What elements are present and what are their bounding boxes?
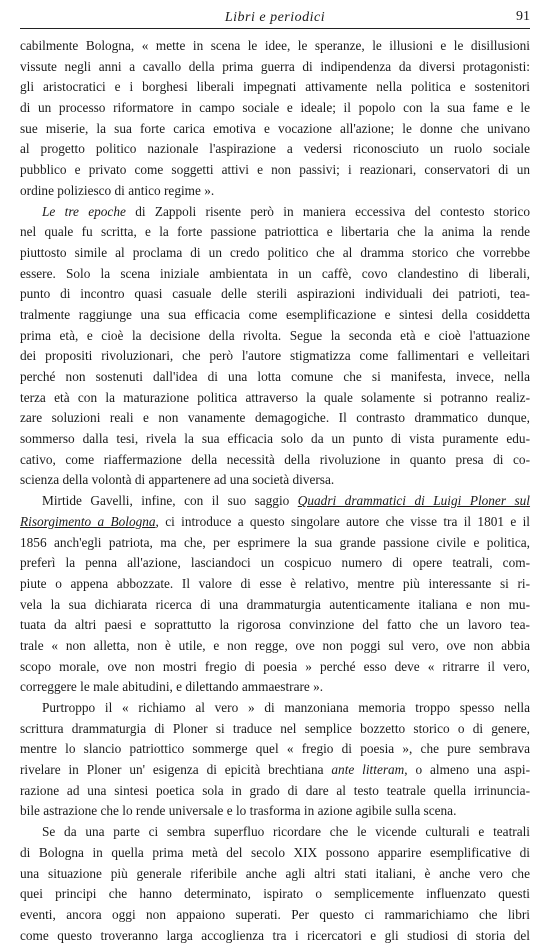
text-line: ordine poliziesco di antico regime ». bbox=[20, 182, 215, 198]
text-line: quei principi che hanno determinato, ispirato o semplicemente influenzato questi bbox=[20, 886, 530, 902]
page-header bbox=[20, 8, 530, 29]
text-line: una situazione più generale riferibile anche agli altri stati italiani, è anche vero che bbox=[20, 865, 530, 881]
text-line: piuttosto simile al proclama di un credo politico che al dramma storico che vorrebbe bbox=[20, 244, 530, 260]
text-line: sommerso dalla tesi, rivela la sua efficacia solo da un punto di vista puramente edu- bbox=[20, 431, 530, 447]
text-line: scopo morale, ove non mostri fregio di poesia » perché esso deve « ritrarre il vero, bbox=[20, 658, 530, 674]
text-line: correggere le male abitudini, e dilettando ammaestrare ». bbox=[20, 679, 324, 695]
text-line: cabilmente Bologna, « mette in scena le idee, le speranze, le illusioni e le disillusioni bbox=[20, 38, 530, 53]
text-line: di un processo riformatore in campo sociale e ideale; il popolo con la sua fame e le bbox=[20, 100, 530, 116]
text-line: gli aristocratici e i borghesi liberali impegnati attivamente nella politica e sostenitori bbox=[20, 79, 530, 95]
paragraph-4 bbox=[20, 698, 530, 822]
work-title: Le tre epoche bbox=[42, 203, 126, 219]
text-line: pubblico e privato come soggetti attivi e non passivi; i reazionari, conservatori di un bbox=[20, 162, 530, 178]
paragraph-5 bbox=[20, 822, 530, 946]
paragraph-2 bbox=[20, 202, 530, 492]
text-line: essere. Solo la scena iniziale ambientata in un caffè, covo clandestino di liberali, bbox=[20, 265, 530, 281]
page-number: 91 bbox=[516, 9, 530, 24]
running-head: Libri e periodici bbox=[224, 10, 326, 25]
work-title: Quadri drammatici di Luigi Ploner sul bbox=[297, 493, 531, 509]
text-line: scrittura drammaturgia di Ploner si traduce nel semplice bozzetto storico o di genere, bbox=[20, 720, 530, 736]
text-line: Mirtide Gavelli, infine, con il suo saggio Quadri drammatici di Luigi Ploner sul bbox=[42, 493, 531, 509]
text-line: di Bologna in quella prima metà del secolo XIX possono apparire esemplificative di bbox=[20, 844, 530, 860]
text-line: nel quale fu scritta, e la forte passione patriottica e libertaria che la anima la rende bbox=[20, 224, 530, 240]
text-line: Se da una parte ci sembra superfluo ricordare che le vicende culturali e teatrali bbox=[42, 824, 530, 840]
text-line: Purtroppo il « richiamo al vero » di manzoniana memoria troppo spesso nella bbox=[42, 700, 530, 715]
text-line: tuata da altri paesi e soprattutto la rigorosa convinzione del fatto che un lavoro tea- bbox=[20, 617, 530, 633]
paragraph-3 bbox=[20, 491, 530, 698]
text-line: zare soluzioni reali e non vanamente demagogiche. Il contrasto drammatico dunque, bbox=[20, 410, 530, 426]
text-line: Risorgimento a Bologna, ci introduce a questo singolare autore che visse tra il 1801 e il bbox=[20, 513, 530, 529]
text-line: scienza della volontà di appartenere ad una società diversa. bbox=[20, 472, 335, 488]
text-line: Le tre epoche di Zappoli risente però in maniera eccessiva del contesto storico bbox=[42, 203, 530, 219]
text-line: eventi, ancora oggi non appaiono superati. Per questo ci rammarichiamo che libri bbox=[20, 906, 530, 922]
text-line: vela la sua dichiarata ricerca di una drammaturgia autenticamente italiana e non mu- bbox=[20, 596, 530, 612]
text-line: piute o appena abbozzate. Il valore di esse è relativo, mentre più interessante si ri- bbox=[20, 575, 530, 591]
text-line: dei propositi rivoluzionari, che però l'autore stigmatizza come fallimentari e velleitari bbox=[20, 348, 530, 364]
text-line: tralmente raggiunge una sua efficacia come esemplificazione e sintesi della cosiddetta bbox=[20, 306, 530, 322]
text-line: sue miserie, la sua forte carica emotiva e vocazione all'azione; le donne che univano bbox=[20, 120, 530, 136]
text-line: preferì la penna all'azione, lasciandoci un cospicuo numero di opere teatrali, com- bbox=[20, 555, 530, 571]
paragraph-1 bbox=[20, 36, 530, 202]
text-line: bile astrazione che lo rende universale e lo trasforma in azione agibile sulla scena. bbox=[20, 803, 457, 819]
work-title: Risorgimento a Bologna bbox=[20, 513, 156, 529]
latin-phrase: ante litteram bbox=[331, 762, 405, 778]
text-line: vissute negli anni a cavallo della prima guerra di indipendenza da diversi protagonisti: bbox=[20, 58, 530, 74]
text-line: come questo troveranno larga accoglienza tra i ricercatori e gli studiosi di storia del bbox=[20, 927, 530, 943]
text-line: trale « non alletta, non è utile, e non regge, ove non poggi sul vero, ove non abbia bbox=[20, 637, 530, 653]
text-line: rivelare in Ploner un' esigenza di epicità brechtiana ante litteram, o almeno una aspi- bbox=[20, 762, 530, 778]
text-line: terza età con la maturazione politica attraverso la quale solamente si potranno realiz- bbox=[20, 389, 530, 405]
text-line: cativo, come riaffermazione della necessità della rivoluzione in quanto presa di co- bbox=[20, 451, 530, 467]
text-line: razione ad una sintesi poetica sola in grado di dare al testo teatrale quella irrinuncia- bbox=[20, 782, 530, 798]
text-line: 1856 anch'egli patriota, ma che, per esprimere la sua grande passione civile e politica, bbox=[20, 534, 530, 550]
text-line: prima età, e cioè la decisione della rivolta. Segue la seconda età e cioè l'attuazione bbox=[20, 327, 530, 343]
text-line: punto di incontro quasi casuale delle sterili aspirazioni individuali dei patrioti, tea- bbox=[20, 286, 530, 302]
text-line: al progetto politico nazionale l'aspirazione a vedersi riconosciuto un ruolo sociale bbox=[20, 141, 530, 157]
text-line: mentre lo slancio patriottico sommerge quel « fregio di poesia », che pure sembrava bbox=[20, 741, 530, 757]
text-line: perché non sostenuti dall'idea di una lotta comune che si manifesta, invece, nella bbox=[20, 369, 530, 384]
body-text bbox=[20, 36, 530, 946]
